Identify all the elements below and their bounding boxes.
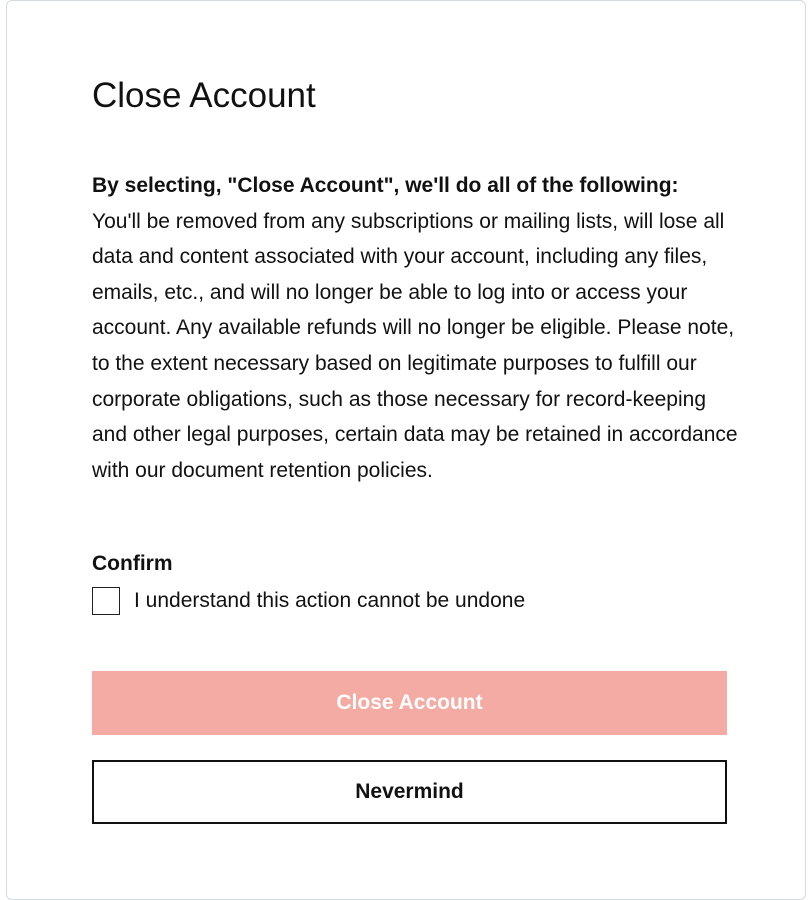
confirm-checkbox-row[interactable] [92,585,525,617]
close-account-button[interactable]: Close Account [92,671,727,735]
confirm-label: Confirm [92,552,173,575]
nevermind-button[interactable]: Nevermind [92,760,727,824]
description-body: You'll be removed from any subscriptions or mailing lists, will lose all data and content associated with your account, including any files, emails, etc., and will no longer be able to log into or access your account. Any available refunds will no longer be eligible. Please note, to the extent necessary based on legitimate purposes to fulfill our corporate obligations, such as those necessary for record-keeping and other legal purposes, certain data may be retained in accordance with our document retention policies. [92,209,738,482]
dialog-description [92,168,742,488]
confirm-checkbox[interactable] [92,587,120,615]
description-lead: By selecting, "Close Account", we'll do all of the following: [92,174,679,197]
confirm-checkbox-label[interactable]: I understand this action cannot be undone [134,589,526,612]
dialog-title: Close Account [92,76,316,115]
close-account-dialog [6,0,806,900]
